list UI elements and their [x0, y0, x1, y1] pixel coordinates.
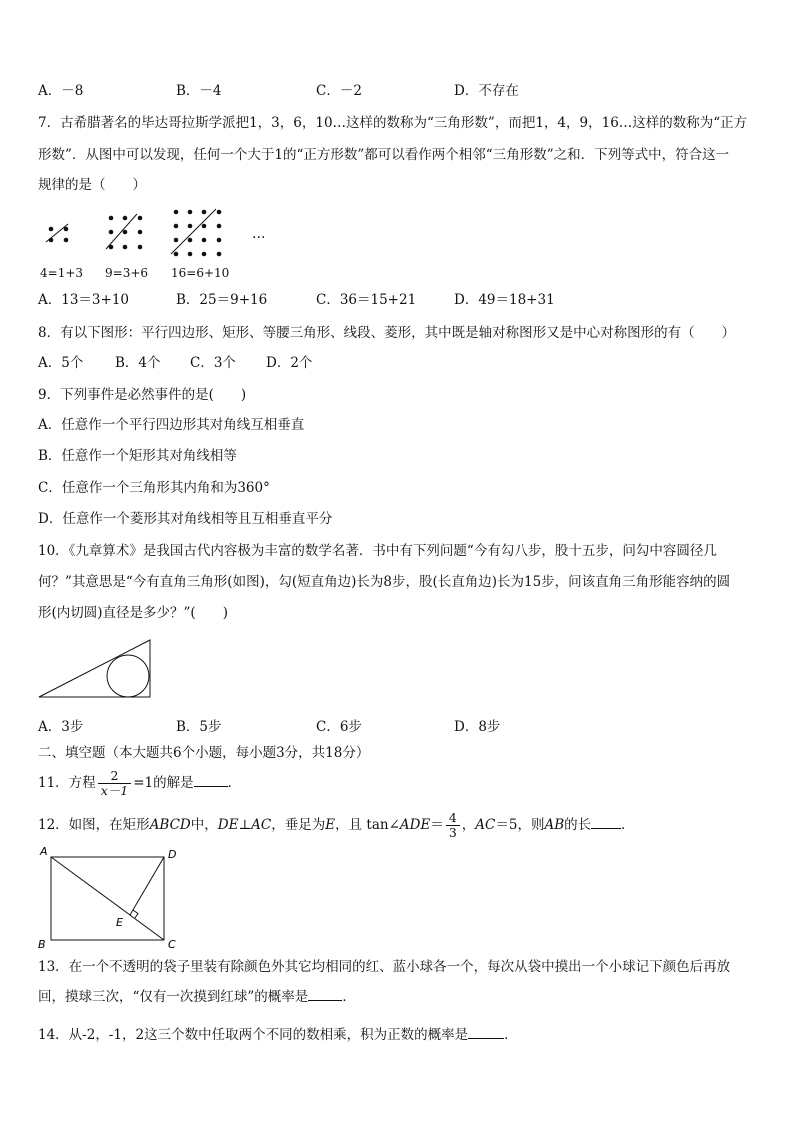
q12-answer-blank[interactable]: [591, 816, 621, 829]
q12-text-3: ，垂足为: [271, 817, 326, 833]
q12-question: [38, 808, 635, 842]
q13-answer-blank[interactable]: [308, 988, 342, 1001]
q14-text-line-1: [38, 1026, 518, 1044]
q9-option-d: D．任意作一个菱形其对角线相等且互相垂直平分: [38, 511, 333, 527]
q12-text-4: ，且 tan∠: [335, 817, 400, 833]
q8-text-line-1: 8．有以下图形：平行四边形、矩形、等腰三角形、线段、菱形，其中既是轴对称图形又是中心对称图形的有（ ）: [38, 325, 736, 341]
q6-option-c: C．－2: [316, 83, 362, 99]
q13-end: ．: [342, 989, 356, 1005]
q7-option-b: B．25＝9+16: [176, 292, 268, 308]
q11-fraction-numerator: 2: [98, 769, 132, 784]
q10-option-a: A．3步: [38, 719, 84, 735]
section-heading: 二、填空题（本大题共6个小题，每小题3分，共18分）: [38, 745, 370, 761]
q11-suffix: =1的解是: [133, 775, 194, 791]
q7-caption-2: 9=3+6: [105, 266, 149, 280]
q13-text-line-1: 13．在一个不透明的袋子里装有除颜色外其它均相同的红、蓝小球各一个，每次从袋中摸出一个小球记下颜色后再放: [38, 959, 731, 975]
vertex-label-d: D: [168, 848, 177, 861]
rectangle-abcd-figure: [34, 844, 184, 952]
vertex-label-b: B: [38, 938, 46, 951]
q9-option-c: C．任意作一个三角形其内角和为360°: [38, 480, 270, 496]
q10-text-line-2: 何？”其意思是“今有直角三角形(如图)，勾(短直角边)长为8步，股(长直角边)长为15步，问该直角三角形能容纳的圆: [38, 574, 731, 590]
q12-text-5: ，: [461, 817, 476, 833]
q12-ab: AB: [544, 817, 565, 833]
vertex-label-c: C: [168, 938, 176, 951]
q7-caption-3: 16=6+10: [171, 266, 230, 280]
q7-caption-1: 4=1+3: [40, 266, 84, 280]
q13-text-line-2: [38, 988, 356, 1006]
q14-answer-blank[interactable]: [468, 1026, 504, 1039]
q14-text: 14．从-2，-1，2这三个数中任取两个不同的数相乘，积为正数的概率是: [38, 1027, 469, 1043]
q10-text-line-1: 10．《九章算术》是我国古代内容极为丰富的数学名著．书中有下列问题“今有勾八步，股十五步，问勾中容圆径几: [38, 543, 717, 559]
q10-option-d: D．8步: [454, 719, 501, 735]
q12-end: ．: [621, 817, 635, 833]
q9-option-b: B．任意作一个矩形其对角线相等: [38, 448, 237, 464]
q10-option-c: C．6步: [316, 719, 362, 735]
q12-text-6: ＝5，则: [495, 817, 545, 833]
q8-option-d: D．2个: [266, 355, 313, 371]
q11-fraction: [98, 769, 132, 798]
q12-ade: ADE: [399, 817, 431, 833]
q8-option-b: B．4个: [115, 355, 161, 371]
q14-end: ．: [504, 1027, 518, 1043]
q11-question: [38, 768, 241, 798]
q12-text-2: 中，: [190, 817, 218, 833]
q12-abcd: ABCD: [149, 817, 191, 833]
q12-de: DE: [217, 817, 239, 833]
q12-e: E: [325, 817, 336, 833]
q7-option-c: C．36＝15+21: [316, 292, 417, 308]
q7-ellipsis: …: [252, 226, 266, 242]
q11-answer-blank[interactable]: [194, 774, 228, 787]
q11-fraction-denominator: x－1: [100, 783, 129, 798]
q11-prefix: 11．方程: [38, 775, 96, 791]
q12-text-7: 的长: [564, 817, 592, 833]
q6-option-d: D．不存在: [454, 83, 519, 99]
q12-fraction: [446, 811, 460, 840]
q12-ac-2: AC: [475, 817, 496, 833]
point-label-e: E: [116, 916, 123, 929]
q12-ac: AC: [251, 817, 272, 833]
q8-option-a: A．5个: [38, 355, 84, 371]
q6-option-a: A．－8: [38, 83, 84, 99]
q11-end: ．: [227, 775, 242, 791]
q12-perp: ⊥: [238, 817, 252, 833]
right-triangle-incircle-figure: [36, 632, 156, 704]
q7-option-a: A．13＝3+10: [38, 292, 130, 308]
q12-eq: ＝: [430, 817, 444, 833]
q8-option-c: C．3个: [190, 355, 236, 371]
q10-text-line-3: 形(内切圆)直径是多少？”( ): [38, 605, 228, 621]
q9-option-a: A．任意作一个平行四边形其对角线互相垂直: [38, 417, 305, 433]
q13-text-2: 回，摸球三次，“仅有一次摸到红球”的概率是: [38, 989, 309, 1005]
q12-text-1: 12．如图，在矩形: [38, 817, 150, 833]
q6-option-b: B．－4: [176, 83, 222, 99]
q9-text-line-1: 9．下列事件是必然事件的是( ): [38, 387, 247, 403]
q12-fraction-denominator: 3: [448, 825, 457, 840]
vertex-label-a: A: [40, 845, 48, 858]
q7-text-line-3: 规律的是（ ）: [38, 177, 146, 193]
q7-option-d: D．49＝18+31: [454, 292, 555, 308]
q10-option-b: B．5步: [176, 719, 222, 735]
q7-text-line-2: 形数”．从图中可以发现，任何一个大于1的“正方形数”都可以看作两个相邻“三角形数”之和．下列等式中，符合这一: [38, 147, 730, 163]
q12-fraction-numerator: 4: [446, 811, 460, 826]
q7-text-line-1: 7．古希腊著名的毕达哥拉斯学派把1，3，6，10…这样的数称为“三角形数”，而把1，4，9，16…这样的数称为“正方: [38, 115, 748, 131]
